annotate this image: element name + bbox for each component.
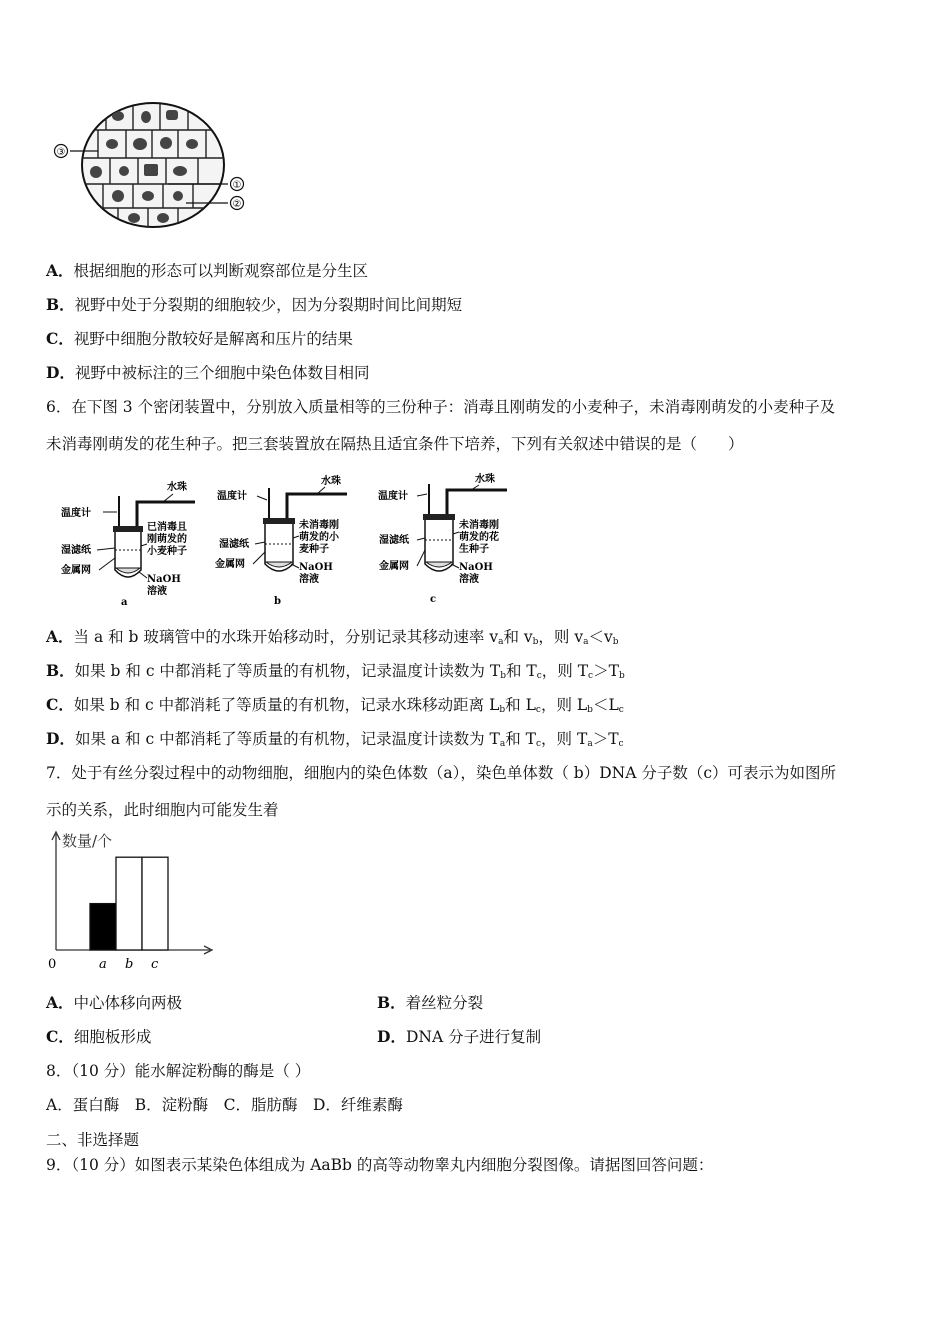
q6-option-c: C．如果 b 和 c 中都消耗了等质量的有机物，记录水珠移动距离 $L_b$和 $L_c$，则 $L_b<L_c$ — [46, 695, 624, 715]
svg-text:温度计: 温度计 — [61, 508, 91, 519]
svg-text:c: c — [430, 594, 437, 605]
q5-option-d: D．视野中被标注的三个细胞中染色体数目相同 — [46, 363, 370, 382]
svg-text:已消毒且: 已消毒且 — [147, 522, 187, 533]
bar-b — [116, 857, 142, 950]
svg-text:NaOH: NaOH — [147, 574, 181, 585]
svg-text:NaOH: NaOH — [459, 562, 493, 573]
q7-option-d: D．DNA 分子进行复制 — [377, 1027, 542, 1046]
q5-option-a: A．根据细胞的形态可以判断观察部位是分生区 — [46, 261, 369, 280]
q9-stem: 9．（10 分）如图表示某染色体组成为 AaBb 的高等动物睾丸内细胞分裂图像。请据图回答问题： — [46, 1156, 714, 1174]
svg-text:金属网: 金属网 — [61, 565, 91, 576]
q6-option-d: D．如果 a 和 c 中都消耗了等质量的有机物，记录温度计读数为 $T_a$和 $T_c$，则 $T_a>T_c$ — [46, 729, 624, 749]
svg-text:萌发的小: 萌发的小 — [299, 532, 339, 543]
q5-option-c: C．视野中细胞分散较好是解离和压片的结果 — [46, 329, 353, 348]
q6-option-b: B．如果 b 和 c 中都消耗了等质量的有机物，记录温度计读数为 $T_b$和 $T_c$，则 $T_c>T_b$ — [46, 661, 625, 681]
section-heading: 二、非选择题 — [46, 1131, 140, 1149]
marker-2: ② — [232, 199, 242, 210]
svg-text:金属网: 金属网 — [379, 561, 409, 572]
svg-text:溶液: 溶液 — [299, 574, 319, 585]
q8-options: A．蛋白酶 B．淀粉酶 C．脂肪酶 D．纤维素酶 — [46, 1096, 403, 1114]
marker-1: ① — [232, 180, 242, 191]
svg-text:湿滤纸: 湿滤纸 — [61, 545, 91, 556]
q6-apparatus-figure — [55, 472, 525, 612]
tick-label-c: c — [151, 957, 159, 972]
q7-stem-line1: 7．处于有丝分裂过程中的动物细胞，细胞内的染色体数（a），染色单体数（ b）DNA 分子数（c）可表示为如图所 — [46, 764, 836, 782]
q7-option-b: B．着丝粒分裂 — [377, 993, 484, 1012]
apparatus-b — [215, 474, 347, 607]
origin-label: 0 — [48, 957, 57, 972]
apparatus-a — [61, 480, 195, 608]
svg-text:NaOH: NaOH — [299, 562, 333, 573]
svg-text:刚萌发的: 刚萌发的 — [147, 534, 187, 545]
svg-text:溶液: 溶液 — [147, 586, 167, 597]
apparatus-c — [378, 472, 507, 605]
svg-text:溶液: 溶液 — [459, 574, 479, 585]
q7-option-a: A．中心体移向两极 — [46, 993, 183, 1012]
svg-text:生种子: 生种子 — [459, 544, 489, 555]
q5-option-b: B．视野中处于分裂期的细胞较少，因为分裂期时间比间期短 — [46, 295, 463, 314]
tick-label-b: b — [125, 957, 134, 972]
q6-stem-line2: 未消毒刚萌发的花生种子。把三套装置放在隔热且适宜条件下培养，下列有关叙述中错误的是（ ） — [46, 435, 744, 453]
svg-text:水珠: 水珠 — [321, 476, 341, 487]
root-tip-micrograph — [48, 100, 248, 230]
q7-bar-chart — [44, 828, 224, 973]
svg-text:水珠: 水珠 — [167, 482, 187, 493]
svg-text:未消毒刚: 未消毒刚 — [299, 520, 339, 531]
bar-a — [90, 904, 116, 950]
svg-text:水珠: 水珠 — [475, 474, 495, 485]
svg-text:a: a — [121, 597, 128, 608]
q7-option-c: C．细胞板形成 — [46, 1027, 152, 1046]
svg-text:湿滤纸: 湿滤纸 — [219, 539, 249, 550]
q8-stem: 8．（10 分）能水解淀粉酶的酶是（ ） — [46, 1062, 311, 1080]
svg-text:b: b — [274, 596, 281, 607]
tick-label-a: a — [99, 957, 107, 972]
svg-text:小麦种子: 小麦种子 — [147, 546, 187, 557]
bar-c — [142, 857, 168, 950]
svg-text:温度计: 温度计 — [217, 491, 247, 502]
svg-text:麦种子: 麦种子 — [299, 544, 329, 555]
svg-text:未消毒刚: 未消毒刚 — [459, 520, 499, 531]
q6-stem-line1: 6．在下图 3 个密闭装置中，分别放入质量相等的三份种子：消毒且刚萌发的小麦种子，未消毒刚萌发的小麦种子及 — [46, 398, 836, 416]
y-axis-label: 数量/个 — [62, 832, 113, 850]
svg-text:萌发的花: 萌发的花 — [459, 532, 499, 543]
svg-text:湿滤纸: 湿滤纸 — [379, 535, 409, 546]
q6-option-a: A．当 a 和 b 玻璃管中的水珠开始移动时，分别记录其移动速率 $v_a$和 $v_b$，则 $v_a<v_b$ — [46, 627, 619, 647]
svg-text:金属网: 金属网 — [215, 559, 245, 570]
marker-3: ③ — [56, 147, 66, 158]
svg-text:温度计: 温度计 — [378, 491, 408, 502]
q7-stem-line2: 示的关系，此时细胞内可能发生着 — [46, 801, 279, 819]
